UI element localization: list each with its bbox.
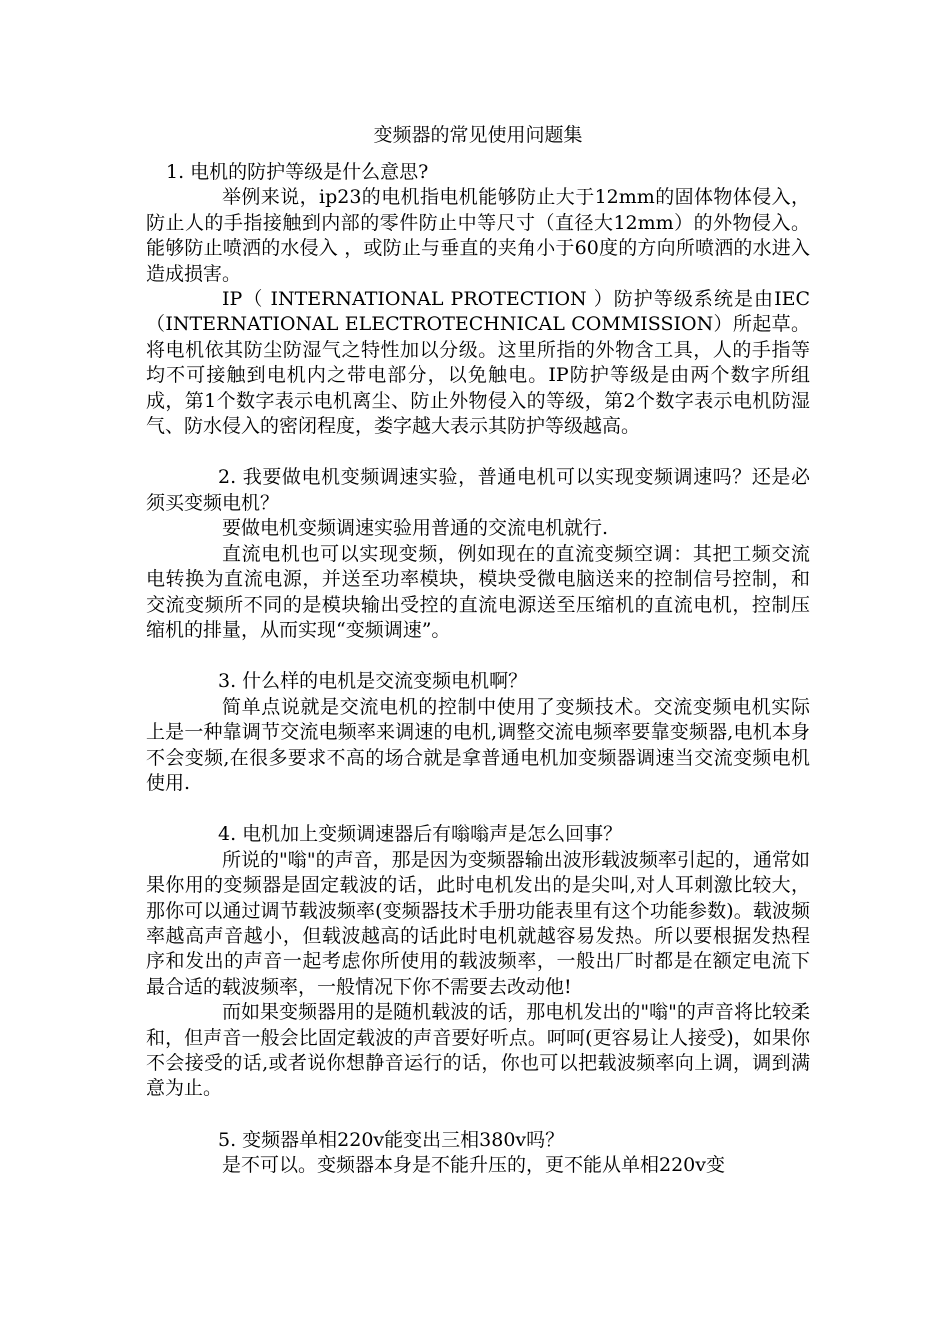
faq-section-1 (146, 160, 810, 439)
section-spacer (146, 796, 810, 822)
answer-1-paragraph-1: 举例来说，ip23的电机指电机能够防止大于12mm的固体物体侵入，防止人的手指接触到内部的零件防止中等尺寸（直径大12mm）的外物侵入。能够防止喷洒的水侵入 ，或防止与垂直的夹角小于60度的方向所喷洒的水进入造成损害。 (146, 186, 810, 285)
answer-3-paragraph-1: 简单点说就是交流电机的控制中使用了变频技术。交流变频电机实际上是一种靠调节交流电频率来调速的电机,调整交流电频率要靠变频器,电机本身不会变频,在很多要求不高的场合就是拿普通电机加变频器调速当交流变频电机使用. (146, 695, 810, 794)
section-spacer (146, 439, 810, 465)
answer-2-paragraph-1: 要做电机变频调速实验用普通的交流电机就行. (222, 517, 609, 540)
answer-5-paragraph-1: 是不可以。变频器本身是不能升压的，更不能从单相220v变 (222, 1154, 726, 1177)
question-1: 1. 电机的防护等级是什么意思? (166, 161, 429, 183)
question-4: 4. 电机加上变频调速器后有嗡嗡声是怎么回事？ (218, 823, 623, 846)
answer-1-paragraph-2: IP（ INTERNATIONAL PROTECTION ）防护等级系统是由IEC（INTERNATIONAL ELECTROTECHNICAL COMMISSION）所起草。将电机依其防尘防湿气之特性加以分级。这里所指的外物含工具，人的手指等均不可接触到电机内之带电部分，以免触电。IP防护等级是由两个数字所组成，第1个数字表示电机离尘、防止外物侵入的等级，第2个数字表示电机防湿气、防水侵入的密闭程度，娄字越大表示其防护等级越高。 (146, 288, 810, 438)
question-5: 5. 变频器单相220v能变出三相380v吗？ (218, 1128, 565, 1151)
document-title: 变频器的常见使用问题集 (373, 124, 583, 146)
faq-section-5 (146, 1128, 810, 1179)
section-spacer (146, 1102, 810, 1128)
faq-section-4 (146, 822, 810, 1101)
answer-2-paragraph-2: 直流电机也可以实现变频，例如现在的直流变频空调：其把工频交流电转换为直流电源，并送至功率模块，模块受微电脑送来的控制信号控制，和交流变频所不同的是模块输出受控的直流电源送至压缩机的直流电机，控制压缩机的排量，从而实现“变频调速”。 (146, 542, 810, 641)
faq-section-2 (146, 465, 810, 643)
question-2: 2. 我要做电机变频调速实验，普通电机可以实现变频调速吗？还是必须买变频电机？ (146, 466, 810, 514)
faq-section-3 (146, 669, 810, 796)
question-3: 3. 什么样的电机是交流变频电机啊？ (218, 670, 528, 693)
answer-4-paragraph-1: 所说的"嗡"的声音，那是因为变频器输出波形载波频率引起的，通常如果你用的变频器是固定载波的话，此时电机发出的是尖叫,对人耳刺激比较大，那你可以通过调节载波频率(变频器技术手册功能表里有这个功能参数)。载波频率越高声音越小，但载波越高的话此时电机就越容易发热。所以要根据发热程序和发出的声音一起考虑你所使用的载波频率，一般出厂时都是在额定电流下最合适的载波频率，一般情况下你不需要去改动他! (146, 848, 810, 998)
document-body (146, 120, 810, 1179)
answer-4-paragraph-2: 而如果变频器用的是随机载波的话，那电机发出的"嗡"的声音将比较柔和，但声音一般会比固定载波的声音要好听点。呵呵(更容易让人接受)，如果你不会接受的话,或者说你想静音运行的话，你也可以把载波频率向上调，调到满意为止。 (146, 1001, 810, 1100)
section-spacer (146, 643, 810, 669)
